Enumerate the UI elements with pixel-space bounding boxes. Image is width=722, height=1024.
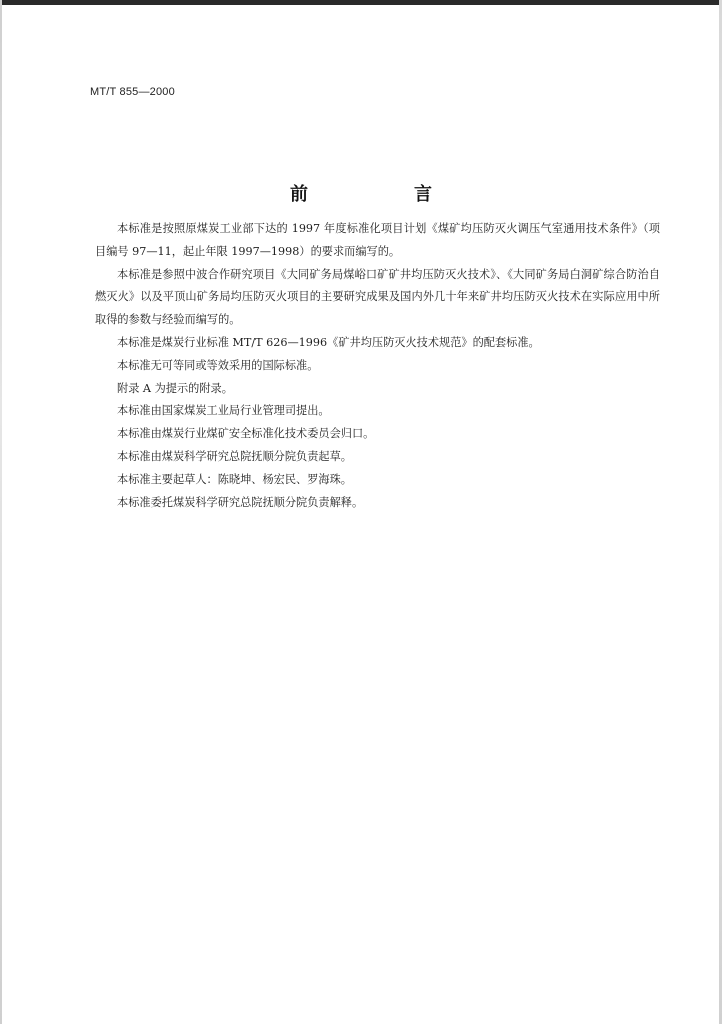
scan-left-edge [0,0,2,1024]
paragraph-project-basis: 本标准是按照原煤炭工业部下达的 1997 年度标准化项目计划《煤矿均压防灭火调压气室通用技术条件》（项目编号 97—11，起止年限 1997—1998）的要求而编写的。 [95,222,660,258]
paragraph-drafters: 本标准主要起草人：陈晓坤、杨宏民、罗海珠。 [117,472,352,486]
paragraph-proposer: 本标准由国家煤炭工业局行业管理司提出。 [117,404,330,418]
preface-body [95,218,660,514]
scan-top-edge [0,0,722,5]
paragraph-companion-standard: 本标准是煤炭行业标准 MT/T 626—1996《矿井均压防灭火技术规范》的配套标准。 [117,335,540,349]
page-title: 前 言 [290,184,476,205]
paragraph-interpretation: 本标准委托煤炭科学研究总院抚顺分院负责解释。 [117,495,364,509]
paragraph-drafting-unit: 本标准由煤炭科学研究总院抚顺分院负责起草。 [117,449,352,463]
standard-code: MT/T 855—2000 [90,86,175,98]
paragraph-references: 本标准是参照中波合作研究项目《大同矿务局煤峪口矿矿井均压防灭火技术》、《大同矿务局白洞矿综合防治自燃灭火》以及平顶山矿务局均压防灭火项目的主要研究成果及国内外几十年来矿井均压防灭火技术在实际应用中所取得的参数与经验而编写的。 [95,267,660,327]
paragraph-international-standard: 本标准无可等同或等效采用的国际标准。 [117,358,319,372]
paragraph-jurisdiction: 本标准由煤炭行业煤矿安全标准化技术委员会归口。 [117,427,375,441]
paragraph-appendix: 附录 A 为提示的附录。 [117,381,233,395]
